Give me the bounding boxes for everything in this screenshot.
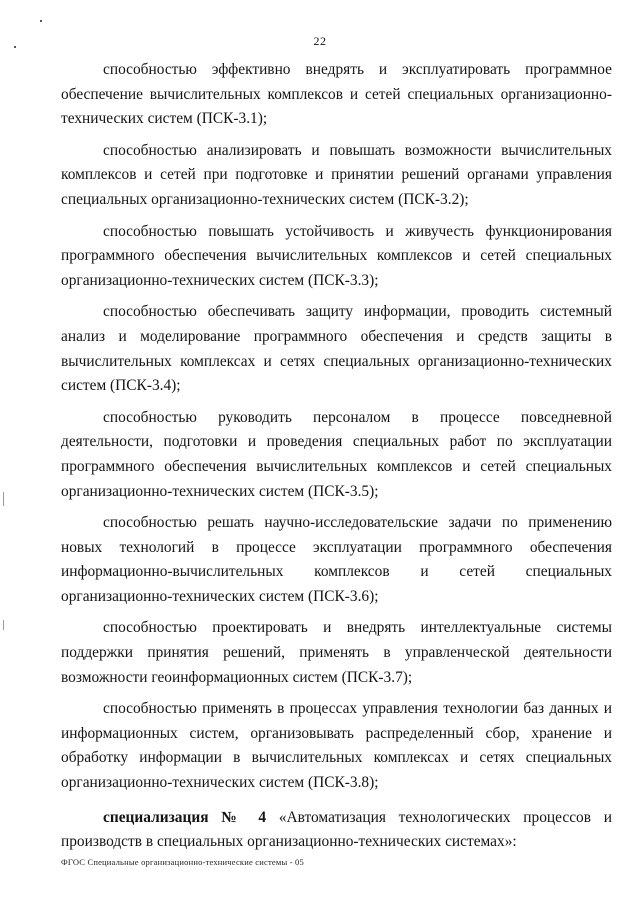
page-number: 22: [313, 34, 327, 48]
specialization-paragraph: [61, 806, 612, 855]
competency-paragraph: способностью проектировать и внедрять интеллектуальные системы поддержки принятия решений, применять в управленческой деятельности возможности геоинформационных систем (ПСК-3.7);: [61, 619, 612, 686]
scan-edge-mark: [3, 492, 4, 506]
competency-paragraph: способностью эффективно внедрять и эксплуатировать программное обеспечение вычислительных комплексов и сетей специальных организационно-технических систем (ПСК-3.1);: [61, 61, 612, 128]
competency-paragraph: способностью применять в процессах управления технологии баз данных и информационных систем, организовывать распределенный сбор, хранение и обработку информации в вычислительных комплексах и сетях специальных организационно-технических систем (ПСК-3.8);: [61, 700, 612, 792]
specialization-label: специализация № 4: [103, 808, 267, 826]
competency-paragraph: способностью анализировать и повышать возможности вычислительных комплексов и сетей при подготовке и принятии решений органами управления специальных организационно-технических систем (ПСК-3.2);: [61, 141, 612, 208]
competency-paragraph: способностью руководить персоналом в процессе повседневной деятельности, подготовки и проведения специальных работ по эксплуатации программного обеспечения вычислительных комплексов и сетей специальных организационно-технических систем (ПСК-3.5);: [61, 408, 612, 500]
body-text: [61, 58, 612, 862]
competency-paragraph: способностью решать научно-исследовательские задачи по применению новых технологий в процессе эксплуатации программного обеспечения информационно-вычислительных комплексов и сетей специальных организационно-технических систем (ПСК-3.6);: [61, 514, 612, 605]
competency-paragraph: способностью повышать устойчивость и живучесть функционирования программного обеспечения вычислительных комплексов и сетей специальных организационно-технических систем (ПСК-3.3);: [61, 222, 612, 289]
competency-paragraph: способностью обеспечивать защиту информации, проводить системный анализ и моделирование программного обеспечения и средств защиты в вычислительных комплексах и сетях специальных организационно-технических систем (ПСК-3.4);: [61, 303, 612, 395]
scan-dot: [40, 20, 42, 22]
page-footer: ФГОС Специальные организационно-технические системы - 05: [61, 857, 304, 867]
specialization-text: «Автоматизация технологических процессов и производств в специальных организационно-технических системах»:: [61, 808, 612, 851]
scan-edge-mark: [3, 620, 4, 630]
